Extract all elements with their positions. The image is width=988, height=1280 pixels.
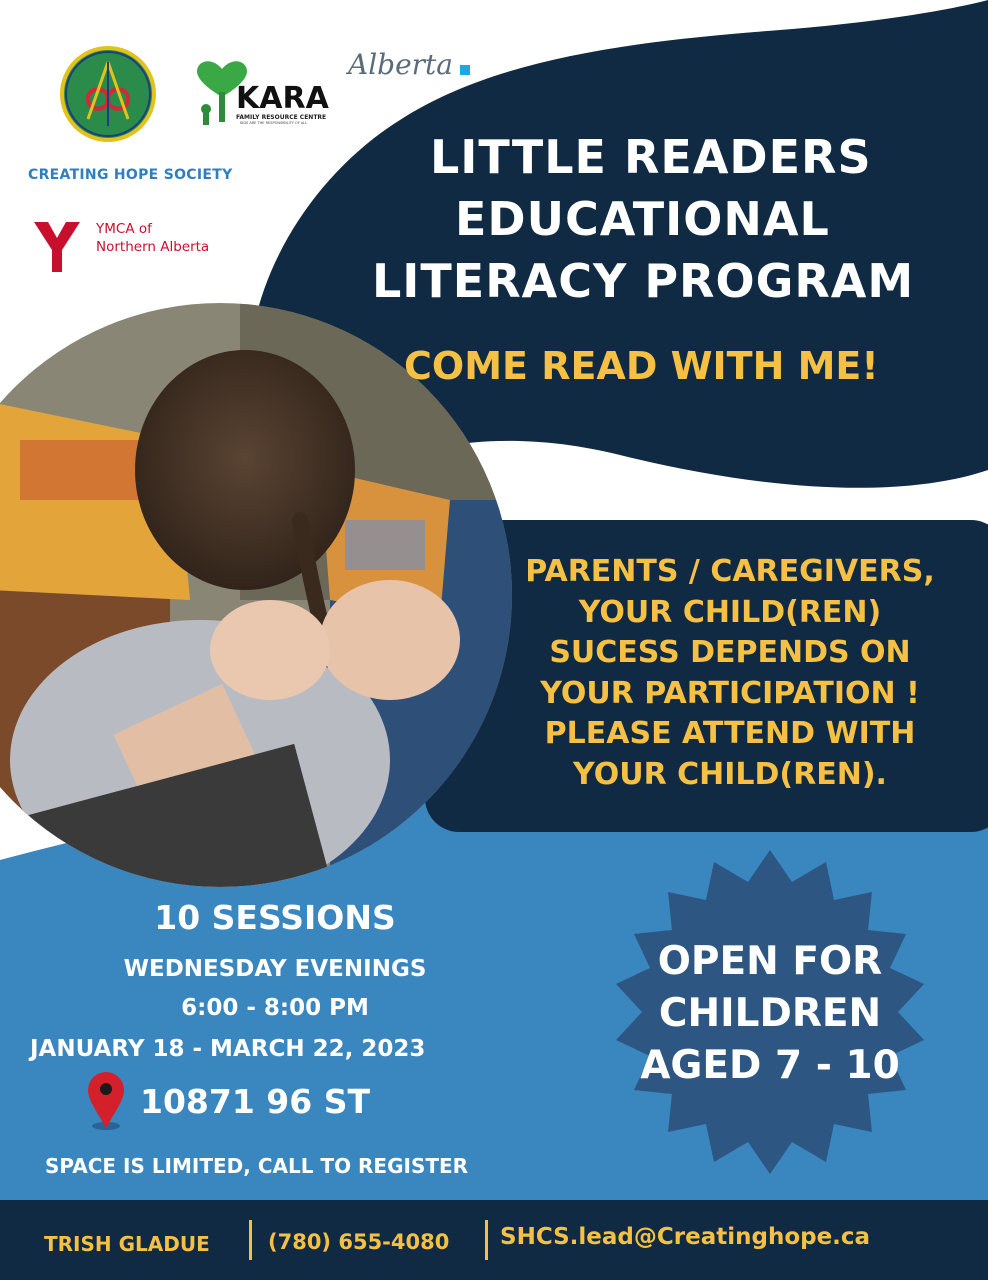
title-line-3: LITERACY PROGRAM <box>372 254 915 308</box>
ymca-logo-icon <box>34 222 80 272</box>
footer-divider-2 <box>485 1220 488 1260</box>
contact-email[interactable]: SHCS.lead@Creatinghope.ca <box>500 1224 871 1250</box>
session-day: WEDNESDAY EVENINGS <box>123 956 427 982</box>
alberta-logo-text: Alberta <box>348 48 453 81</box>
session-dates: JANUARY 18 - MARCH 22, 2023 <box>30 1036 426 1062</box>
message-line-2: YOUR CHILD(REN) <box>578 594 882 630</box>
session-address: 10871 96 ST <box>140 1082 370 1121</box>
ymca-logo-text <box>96 220 209 256</box>
badge-line-2: CHILDREN <box>658 991 882 1036</box>
tagline: COME READ WITH ME! <box>404 344 879 388</box>
badge-line-1: OPEN FOR <box>657 939 883 984</box>
parent-message <box>470 552 988 795</box>
title-line-1: LITTLE READERS <box>430 130 872 184</box>
session-time: 6:00 - 8:00 PM <box>181 995 369 1021</box>
creating-hope-logo-icon <box>58 44 158 144</box>
message-line-4: YOUR PARTICIPATION ! <box>540 675 920 711</box>
age-badge-text <box>620 936 920 1092</box>
alberta-logo-square <box>460 65 470 75</box>
kara-subtitle: FAMILY RESOURCE CENTRE <box>236 114 327 121</box>
ymca-line-1: YMCA of <box>96 221 152 237</box>
sessions-count: 10 SESSIONS <box>154 898 396 937</box>
register-note: SPACE IS LIMITED, CALL TO REGISTER <box>45 1154 469 1178</box>
message-line-6: YOUR CHILD(REN). <box>573 756 887 792</box>
footer-divider-1 <box>249 1220 252 1260</box>
creating-hope-society-label: CREATING HOPE SOCIETY <box>28 167 233 183</box>
kara-logo-text: KARA <box>236 81 329 116</box>
message-line-1: PARENTS / CAREGIVERS, <box>525 554 935 589</box>
ymca-line-2: Northern Alberta <box>96 239 210 255</box>
message-line-5: PLEASE ATTEND WITH <box>544 716 916 751</box>
badge-line-3: AGED 7 - 10 <box>640 1043 900 1088</box>
title-line-2: EDUCATIONAL <box>455 192 830 246</box>
contact-name: TRISH GLADUE <box>44 1232 210 1256</box>
kara-tagline: KIDS ARE THE RESPONSIBILITY OF ALL <box>240 121 308 125</box>
message-line-3: SUCESS DEPENDS ON <box>549 635 911 670</box>
contact-phone[interactable]: (780) 655-4080 <box>268 1230 450 1254</box>
